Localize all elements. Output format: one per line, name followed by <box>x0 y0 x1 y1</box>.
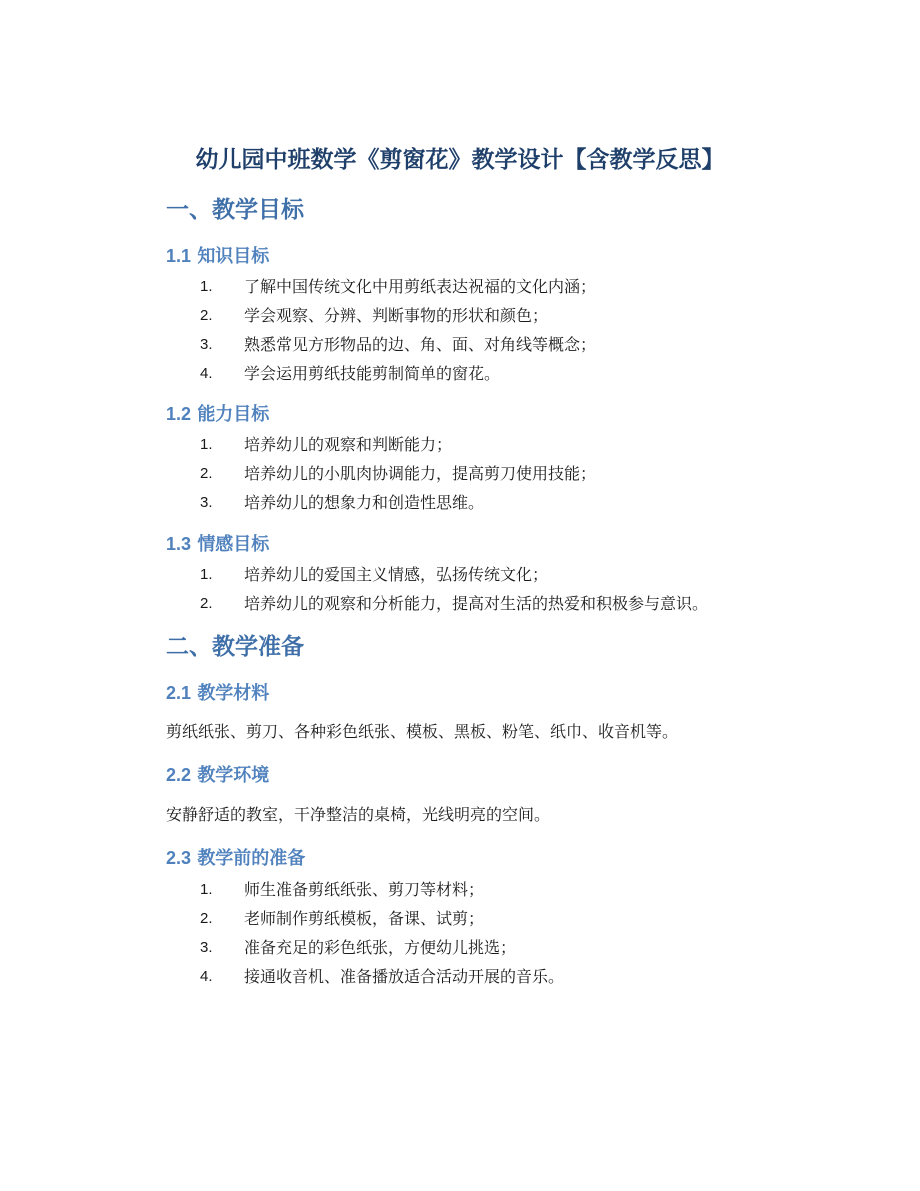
list-item <box>166 875 866 904</box>
list-number: 4. <box>200 365 213 382</box>
subsection-title: 教学材料 <box>197 683 270 704</box>
list-item <box>166 459 866 488</box>
list-text: 熟悉常见方形物品的边、角、面、对角线等概念； <box>244 335 597 354</box>
knowledge-goals-list <box>166 272 866 388</box>
list-item <box>166 904 866 933</box>
list-text: 培养幼儿的爱国主义情感，弘扬传统文化； <box>244 565 549 584</box>
subsection-number: 2.3 <box>166 848 192 868</box>
subsection-title: 能力目标 <box>197 404 270 425</box>
list-text: 学会观察、分辨、判断事物的形状和颜色； <box>244 306 549 325</box>
list-text: 学会运用剪纸技能剪制简单的窗花。 <box>244 364 501 383</box>
list-item <box>166 560 866 589</box>
list-text: 培养幼儿的观察和分析能力，提高对生活的热爱和积极参与意识。 <box>244 594 709 613</box>
list-text: 老师制作剪纸模板，备课、试剪； <box>244 909 485 928</box>
list-number: 2. <box>200 910 213 927</box>
subsection-title: 教学环境 <box>197 765 270 786</box>
list-item <box>166 962 866 991</box>
subsection-heading-pre-class-preparation <box>166 845 305 872</box>
list-text: 培养幼儿的小肌肉协调能力，提高剪刀使用技能； <box>244 464 597 483</box>
teaching-environment-paragraph: 安静舒适的教室，干净整洁的桌椅，光线明亮的空间。 <box>166 805 551 824</box>
subsection-heading-teaching-environment <box>166 762 269 789</box>
list-number: 2. <box>200 465 213 482</box>
list-item <box>166 933 866 962</box>
section-heading-teaching-preparation: 二、教学准备 <box>166 633 304 660</box>
list-number: 2. <box>200 595 213 612</box>
list-text: 了解中国传统文化中用剪纸表达祝福的文化内涵； <box>244 277 597 296</box>
list-number: 1. <box>200 881 213 898</box>
subsection-number: 1.1 <box>166 246 192 266</box>
subsection-number: 1.3 <box>166 534 192 554</box>
subsection-heading-teaching-materials <box>166 680 269 707</box>
list-number: 1. <box>200 278 213 295</box>
subsection-heading-ability-goals <box>166 401 269 428</box>
subsection-number: 2.2 <box>166 765 192 785</box>
list-number: 3. <box>200 939 213 956</box>
list-text: 师生准备剪纸纸张、剪刀等材料； <box>244 880 485 899</box>
list-number: 4. <box>200 968 213 985</box>
list-item <box>166 330 866 359</box>
document-title: 幼儿园中班数学《剪窗花》教学设计【含教学反思】 <box>195 146 725 173</box>
emotional-goals-list <box>166 560 866 618</box>
ability-goals-list <box>166 430 866 517</box>
list-text: 准备充足的彩色纸张，方便幼儿挑选； <box>244 938 517 957</box>
teaching-materials-paragraph: 剪纸纸张、剪刀、各种彩色纸张、模板、黑板、粉笔、纸巾、收音机等。 <box>166 722 679 741</box>
pre-class-preparation-list <box>166 875 866 991</box>
list-number: 3. <box>200 494 213 511</box>
list-number: 3. <box>200 336 213 353</box>
subsection-number: 1.2 <box>166 404 192 424</box>
subsection-title: 教学前的准备 <box>197 848 306 869</box>
list-text: 培养幼儿的想象力和创造性思维。 <box>244 493 485 512</box>
subsection-heading-knowledge-goals <box>166 243 269 270</box>
list-number: 1. <box>200 436 213 453</box>
subsection-title: 情感目标 <box>197 534 270 555</box>
list-number: 1. <box>200 566 213 583</box>
subsection-heading-emotional-goals <box>166 531 269 558</box>
list-item <box>166 301 866 330</box>
section-heading-teaching-goals: 一、教学目标 <box>166 196 304 223</box>
list-item <box>166 430 866 459</box>
list-text: 接通收音机、准备播放适合活动开展的音乐。 <box>244 967 565 986</box>
subsection-number: 2.1 <box>166 683 192 703</box>
list-number: 2. <box>200 307 213 324</box>
list-item <box>166 488 866 517</box>
list-item <box>166 589 866 618</box>
subsection-title: 知识目标 <box>197 246 270 267</box>
list-item <box>166 359 866 388</box>
list-text: 培养幼儿的观察和判断能力； <box>244 435 453 454</box>
list-item <box>166 272 866 301</box>
